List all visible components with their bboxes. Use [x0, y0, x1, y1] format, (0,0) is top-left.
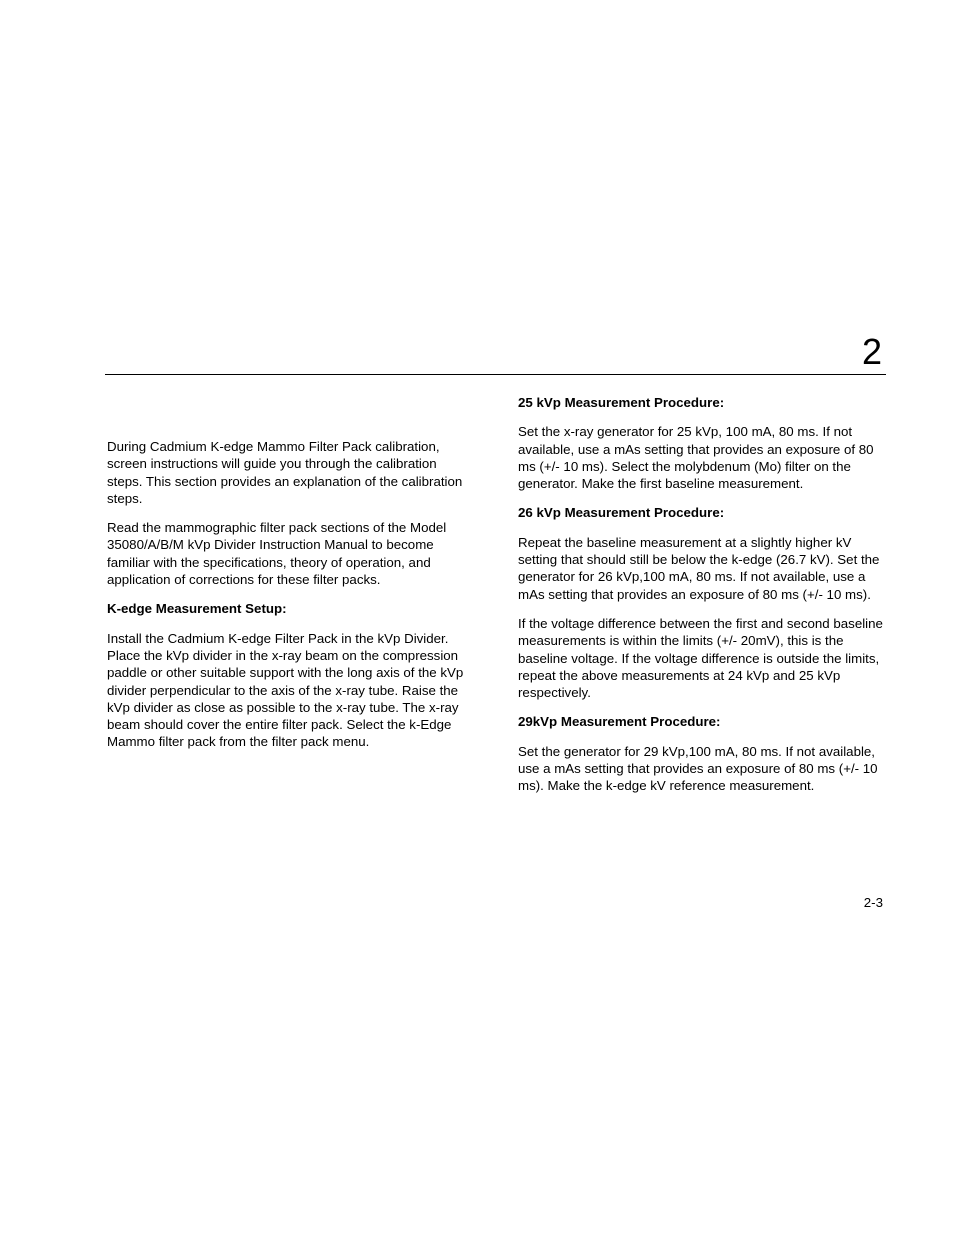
left-column	[107, 438, 473, 763]
setup-heading: K-edge Measurement Setup:	[107, 601, 287, 617]
chapter-divider	[105, 374, 886, 375]
page-number: 2-3	[863, 895, 883, 910]
kvp25-paragraph: Set the x-ray generator for 25 kVp, 100 mA, 80 ms. If not available, use a mAs setting that provides an exposure of 80 ms (+/- 10 ms). Select the molybdenum (Mo) filter on the generator. Make the first baseline measurement.	[518, 424, 874, 492]
kvp26-paragraph: Repeat the baseline measurement at a slightly higher kV setting that should still be below the k-edge (26.7 kV). Set the generator for 26 kVp,100 mA, 80 ms. If not available, use a mAs setting that provides an exposure of 80 ms (+/- 10 ms).	[518, 534, 880, 602]
kvp29-paragraph: Set the generator for 29 kVp,100 mA, 80 ms. If not available, use a mAs setting that provides an exposure of 80 ms (+/- 10 ms). Make the k-edge kV reference measurement.	[518, 743, 878, 794]
setup-paragraph: Install the Cadmium K-edge Filter Pack in the kVp Divider. Place the kVp divider in the x-ray beam on the compression paddle or other suitable support with the long axis of the kVp divider perpendicular to the axis of the x-ray tube. Raise the kVp divider as close as possible to the x-ray tube. The x-ray beam should cover the entire filter pack. Select the k-Edge Mammo filter pack from the filter pack menu.	[107, 630, 464, 750]
kvp26-heading: 26 kVp Measurement Procedure:	[518, 505, 725, 521]
voltage-difference-paragraph: If the voltage difference between the first and second baseline measurements is within the limits (+/- 20mV), this is the baseline voltage. If the voltage difference is outside the limits, repeat the above measurements at 24 kVp and 25 kVp respectively.	[518, 615, 883, 701]
read-manual-paragraph: Read the mammographic filter pack sections of the Model 35080/A/B/M kVp Divider Instruction Manual to become familiar with the specifications, theory of operation, and application of corrections for these filter packs.	[107, 520, 447, 588]
intro-paragraph: During Cadmium K-edge Mammo Filter Pack calibration, screen instructions will guide you through the calibration steps. This section provides an explanation of the calibration steps.	[107, 439, 463, 506]
chapter-number: 2	[861, 331, 882, 372]
right-column	[518, 394, 884, 807]
kvp29-heading: 29kVp Measurement Procedure:	[518, 714, 721, 730]
kvp25-heading: 25 kVp Measurement Procedure:	[518, 395, 725, 410]
